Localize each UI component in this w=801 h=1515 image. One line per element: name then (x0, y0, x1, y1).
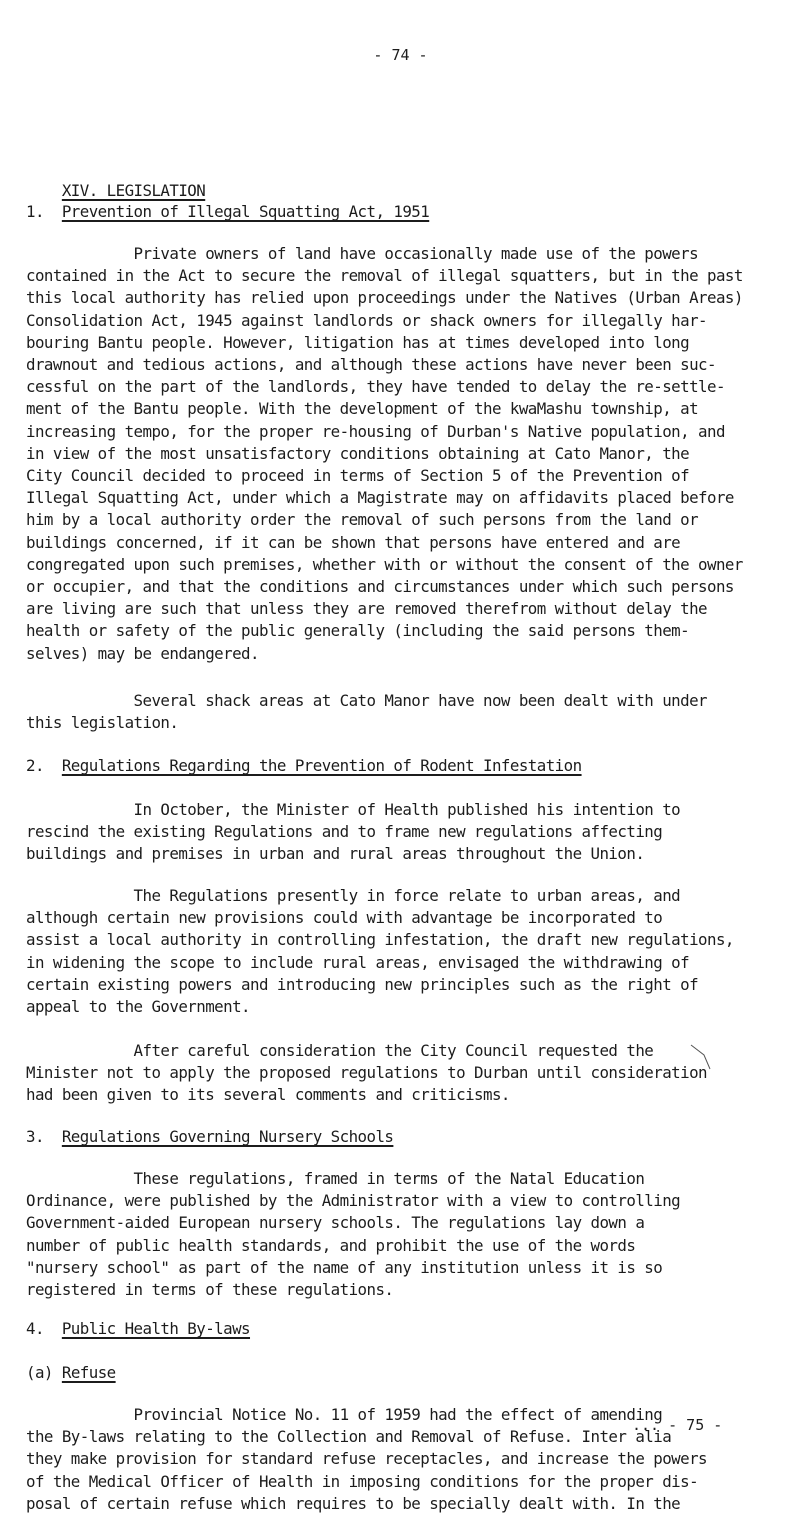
s2-paragraph-3: After careful consideration the City Council requested the Minister not to apply the proposed regulations to Durban until consideration had been given to its several comments and criticisms. (26, 1041, 708, 1105)
s4-paragraph-1: Provincial Notice No. 11 of 1959 had the effect of amending the By-laws relating to the Collection and Removal of Refuse. Inter alia they make provision for standard refuse receptacles, and increase the powers of the Medical Officer of Health in imposing conditions for the proper dis- posal of certain refuse which requires to be specially dealt with. In the (26, 1405, 708, 1513)
s3-number: 3. (26, 1127, 44, 1146)
s2-paragraph-2: The Regulations presently in force relate to urban areas, and although certain new provisions could with advantage be incorporated to assist a local authority in controlling infestation, the draft new regulations, in widening the scope to include rural areas, envisaged the withdrawing of certain existing powers and introducing new principles such as the right of appeal to the Government. (26, 886, 734, 1017)
s1-number: 1. (26, 202, 44, 221)
s3-heading: Regulations Governing Nursery Schools (61, 1127, 394, 1146)
s2-number: 2. (26, 756, 44, 775)
s4-heading-line (26, 1318, 250, 1340)
s1-paragraph-1: Private owners of land have occasionally made use of the powers contained in the Act to secure the removal of illegal squatters, but in the past this local authority has relied upon proceedings under the Natives (Urban Areas) Consolidation Act, 1945 against landlords or shack owners for illegally har- bouring Bantu people. However, litigation has at times developed into long drawnout and tedious actions, and although these actions have never been suc- cessful on the part of the landlords, they have tended to delay the re-settle- ment of the Bantu people. With the development of the kwaMashu township, at increasing tempo, for the proper re-housing of Durban's Native population, and in view of the most unsatisfactory conditions obtaining at Cato Manor, the City Council decided to proceed in terms of Section 5 of the Prevention of Illegal Squatting Act, under which a Magistrate may on affidavits placed before him by a local authority order the removal of such persons from the land or buildings concerned, if it can be shown that persons have entered and are congregated upon such premises, whether with or without the consent of the owner or occupier, and that the conditions and circumstances under which such persons are living are such that unless they are removed therefrom without delay the health or safety of the public generally (including the said persons them- selves) may be endangered. (26, 244, 743, 663)
next-page-marker: ... - 75 - (632, 1416, 723, 1434)
s4a-label: (a) (26, 1363, 53, 1382)
section-title-text: XIV. LEGISLATION (61, 181, 206, 200)
s2-paragraph-1: In October, the Minister of Health published his intention to rescind the existing Regulations and to frame new regulations affecting buildings and premises in urban and rural areas throughout the Union. (26, 800, 681, 864)
s1-paragraph-2: Several shack areas at Cato Manor have now been dealt with under this legislation. (26, 691, 708, 733)
s4-number: 4. (26, 1319, 44, 1338)
s1-heading: Prevention of Illegal Squatting Act, 1951 (61, 202, 430, 221)
s4-heading: Public Health By-laws (61, 1319, 251, 1338)
s3-heading-line (26, 1126, 393, 1148)
s4a-heading: Refuse (61, 1363, 116, 1382)
s3-paragraph-1: These regulations, framed in terms of the Natal Education Ordinance, were published by the Administrator with a view to controlling Government-aided European nursery schools. The regulations lay down a number of public health standards, and prohibit the use of the words "nursery school" as part of the name of any institution unless it is so registered in terms of these regulations. (26, 1169, 681, 1300)
s2-heading-line (26, 755, 582, 777)
handwritten-mark (690, 1043, 712, 1071)
s4a-heading-line (26, 1362, 116, 1384)
page-number: - 74 - (373, 46, 428, 64)
s1-heading-line (26, 201, 429, 223)
s2-heading: Regulations Regarding the Prevention of Rodent Infestation (61, 756, 582, 775)
